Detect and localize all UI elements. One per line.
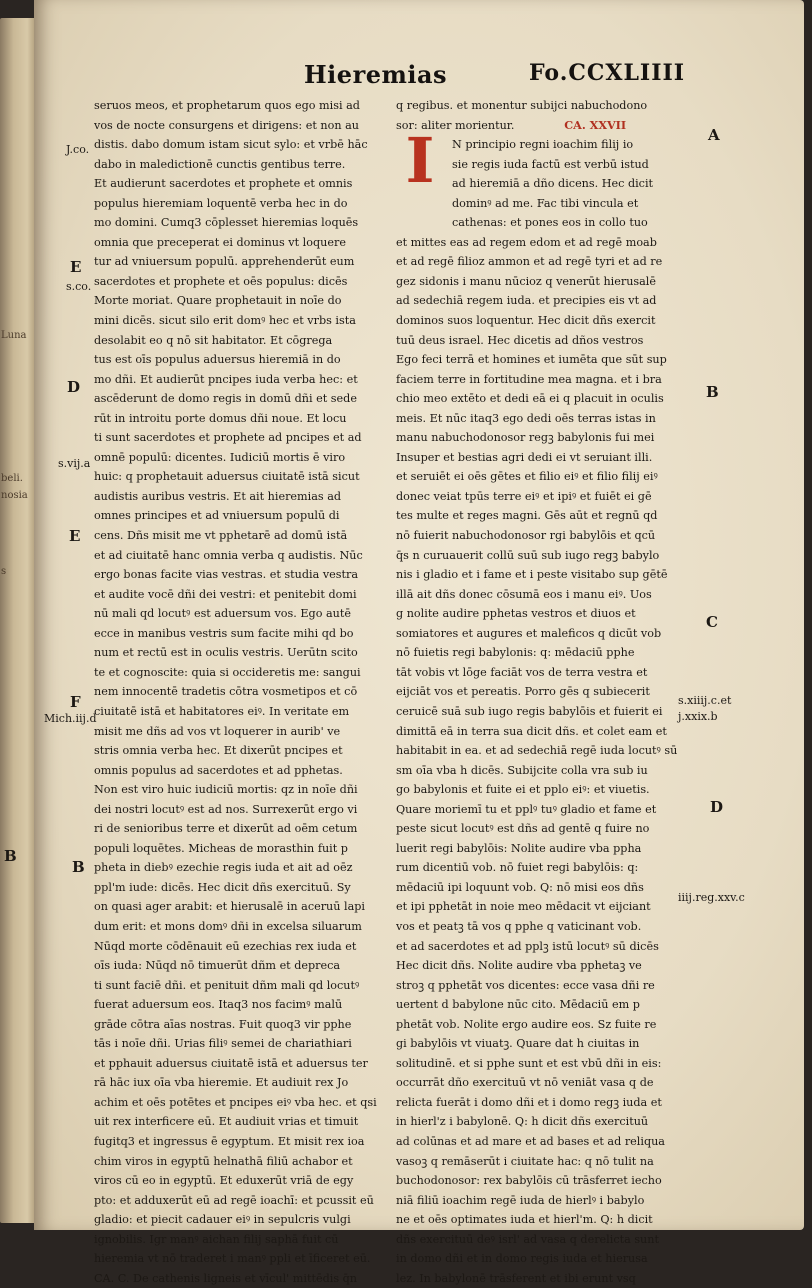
- text-line: viros cū eo in egyptū. Et eduxerūt vriā de egy: [94, 1174, 354, 1188]
- margin-note: B: [72, 858, 85, 876]
- text-line: nis i gladio et i fame et i peste visitabo sup gētē: [396, 568, 668, 582]
- text-line: cathenas: et pones eos in collo tuo: [452, 216, 648, 230]
- margin-note: s.co.: [66, 280, 92, 293]
- text-line: Hec dicit dñs. Nolite audire vba pphetaꝫ ve: [396, 959, 642, 973]
- text-line: vos et peatꝫ tā vos q pphe q vaticinant vob.: [396, 919, 642, 933]
- text-line: populus hieremiam loquentē verba hec in do: [94, 196, 348, 210]
- text-line: gez sidonis i manu nūcioz q venerūt hierusalē: [396, 274, 657, 288]
- text-line: tes multe et reges magni. Gēs aūt et regnū qd: [396, 509, 658, 523]
- text-line: ne et oēs optimates iuda et hierl'm. Q: h dicit: [396, 1213, 653, 1227]
- text-line: luerit regi babylōis: Nolite audire vba ppha: [396, 841, 642, 855]
- left-page-fragment: s: [1, 566, 7, 577]
- text-line: omnes principes et ad vniuersum populū di: [94, 509, 340, 523]
- left-page-fragment: beli.: [1, 473, 23, 484]
- text-line: ceruicē suā sub iugo regis babylōis et fuierit ei: [396, 704, 663, 718]
- text-line: rūt in introitu porte domus dñi noue. Et locu: [94, 411, 347, 425]
- text-line: ecce in manibus vestris sum facite mihi qd bo: [94, 626, 354, 640]
- text-line: nō fuietis regi babylonis: q: mēdaciū pphe: [396, 646, 635, 660]
- text-line: in domo dñi et in domo regis iuda et hierusa: [396, 1252, 648, 1266]
- text-line: et ipi pphetāt in noie meo mēdacit vt eijciant: [396, 900, 651, 914]
- text-line: ciuitatē istā et habitatores eiꝰ. In veritate em: [94, 704, 350, 718]
- text-line: mo dñi. Et audierūt pncipes iuda verba hec: et: [94, 372, 358, 386]
- text-line: rā hāc iux oīa vba hieremie. Et audiuit rex Jo: [94, 1076, 349, 1090]
- text-line: buchodonosor: rex babylōis cū trāsferret iecho: [396, 1174, 662, 1188]
- text-line: ad sedechiā regem iuda. et precipies eis vt ad: [396, 294, 657, 308]
- text-line: et ad regē filioz ammon et ad regē tyri et ad re: [396, 255, 663, 269]
- text-line: grāde cōtra aīas nostras. Fuit quoq3 vir pphe: [94, 1017, 352, 1031]
- text-line: ti sunt faciē dñi. et penituit dñm mali qd locutꝰ: [94, 978, 360, 992]
- text-line: vos de nocte consurgens et dirigens: et non au: [94, 118, 359, 132]
- text-line: et audite vocē dñi dei vestri: et penitebit domi: [94, 587, 357, 601]
- text-line: q̄s n curuauerit collū suū sub iugo regꝫ babylo: [396, 548, 660, 562]
- text-line: niā filiū ioachim regē iuda de hierlꝰ i babylo: [396, 1193, 645, 1207]
- text-line: dabo in maledictionē cunctis gentibus terre.: [94, 157, 346, 171]
- margin-note: j.xxix.b: [678, 710, 718, 723]
- text-line: dimittā eā in terra sua dicit dñs. et colet eam et: [396, 724, 667, 738]
- text-line: g nolite audire pphetas vestros et diuos et: [396, 607, 636, 621]
- text-line: sm oīa vba h dicēs. Subijcite colla vra sub iu: [396, 763, 648, 777]
- text-line: tus est oīs populus aduersus hieremiā in do: [94, 353, 341, 367]
- text-line: Insuper et bestias agri dedi ei vt seruiant illi.: [396, 450, 653, 464]
- text-line: fugitq3 et ingressus ē egyptum. Et misit rex ioa: [94, 1134, 365, 1148]
- text-line: achim et oēs potētes et pncipes eiꝰ vba hec. et qsi: [94, 1095, 377, 1109]
- text-line: Quare moriemī tu et pplꝰ tuꝰ gladio et fame et: [396, 802, 657, 816]
- text-line: dñs exercituū deꝰ isrl' ad vasa q derelicta sunt: [396, 1232, 659, 1246]
- text-line: omnē populū: dicentes. Iudiciū mortis ē viro: [94, 450, 346, 464]
- text-line: oīs iuda: Nūqd nō timuerūt dñm et depreca: [94, 959, 341, 973]
- text-line: dominos suos loquentur. Hec dicit dñs exercit: [396, 314, 656, 328]
- running-title: Hieremias: [304, 60, 448, 89]
- text-line: te et cognoscite: quia si occideretis me: sangui: [94, 665, 361, 679]
- text-line: mini dicēs. sicut silo erit domꝰ hec et vrbs ista: [94, 314, 356, 328]
- text-line: Nūqd morte cōdēnauit eū ezechias rex iuda et: [94, 939, 357, 953]
- text-line: on quasi ager arabit: et hierusalē in aceruū lapi: [94, 900, 366, 914]
- text-line: lez. In babylonē trāsferent et ibi erunt vsq: [396, 1271, 636, 1285]
- margin-note: iiij.reg.xxv.c: [678, 891, 745, 904]
- margin-note: D: [67, 378, 81, 396]
- text-line: manu nabuchodonosor regꝫ babylonis fui mei: [396, 431, 655, 445]
- text-line: et mittes eas ad regem edom et ad regē moab: [396, 235, 657, 249]
- text-line: ad colūnas et ad mare et ad bases et ad reliqua: [396, 1134, 665, 1148]
- margin-note: Mich.iij.d: [44, 712, 97, 725]
- text-line: pheta in diebꝰ ezechie regis iuda et ait ad oēz: [94, 861, 353, 875]
- text-line: tāt vobis vt lōge faciāt vos de terra vestra et: [396, 665, 648, 679]
- text-line: chim viros in egyptū helnathā filiū achabor et: [94, 1154, 353, 1168]
- text-line: phetāt vob. Nolite ergo audire eos. Sz fuite re: [396, 1017, 657, 1031]
- left-page-edge: [0, 18, 34, 1223]
- text-line: dum erit: et mons domꝰ dñi in excelsa siluarum: [94, 919, 362, 933]
- text-line: et seruiēt ei oēs gētes et filio eiꝰ et filio filij eiꝰ: [396, 470, 658, 484]
- drop-initial: I: [405, 124, 435, 197]
- text-line: nō fuierit nabuchodonosor rgi babylōis et qcū: [396, 529, 656, 543]
- text-line: et ad sacerdotes et ad pplꝫ istū locutꝰ sū dicēs: [396, 939, 659, 953]
- text-line: populi loquētes. Micheas de morasthin fuit p: [94, 841, 348, 855]
- margin-note: B: [4, 847, 17, 865]
- margin-note: J.co.: [66, 143, 90, 156]
- text-line: nem innocentē tradetis cōtra vosmetipos et cō: [94, 685, 358, 699]
- left-text-column: [94, 96, 380, 1288]
- text-line: stris omnia verba hec. Et dixerūt pncipes et: [94, 744, 343, 758]
- text-line: faciem terre in fortitudine mea magna. et i bra: [396, 372, 662, 386]
- text-line: hieremia vt nō traderet i manꝰ ppli et īficeret eū.: [94, 1252, 371, 1266]
- text-line: sie regis iuda factū est verbū istud: [452, 157, 649, 171]
- text-line: omnia que preceperat ei dominus vt loquere: [94, 235, 346, 249]
- text-line: somiatores et augures et maleficos q dicūt vob: [396, 626, 662, 640]
- text-line: tās i noīe dñi. Urias filiꝰ semei de chariathiari: [94, 1037, 352, 1051]
- margin-note: B: [706, 383, 719, 401]
- text-line: eijciāt vos et pereatis. Porro gēs q subiecerit: [396, 685, 650, 699]
- text-line: habitabit in ea. et ad sedechiā regē iuda locutꝰ sū: [396, 744, 678, 758]
- text-line: N principio regni ioachim filij io: [452, 138, 634, 152]
- text-line: huic: q prophetauit aduersus ciuitatē istā sicut: [94, 470, 360, 484]
- text-line: Morte moriat. Quare prophetauit in noīe do: [94, 294, 342, 308]
- text-line: donec veiat tpūs terre eiꝰ et ipiꝰ et fuiēt ei gē: [396, 489, 652, 503]
- text-line: distis. dabo domum istam sicut sylo: et vrbē hāc: [94, 138, 368, 152]
- text-line: et pphauit aduersus ciuitatē istā et aduersus ter: [94, 1056, 368, 1070]
- left-page-fragment: Luna: [1, 330, 27, 341]
- text-line: misit me dñs ad vos vt loquerer in aurib' ve: [94, 724, 341, 738]
- text-line: audistis auribus vestris. Et ait hieremias ad: [94, 489, 342, 503]
- text-line: fuerat aduersum eos. Itaq3 nos facimꝰ malū: [94, 998, 343, 1012]
- text-line: peste sicut locutꝰ est dñs ad gentē q fuire no: [396, 822, 650, 836]
- text-line: uertent d babylone nūc cito. Mēdaciū em p: [396, 998, 640, 1012]
- text-line: relicta fuerāt i domo dñi et i domo regꝫ iuda et: [396, 1095, 662, 1109]
- text-line: rum dicentiū vob. nō fuiet regi babylōis: q:: [396, 861, 639, 875]
- text-line: pto: et adduxerūt eū ad regē ioachī: et pcussit eū: [94, 1193, 374, 1207]
- text-line: CA. C. De cathenis ligneis et vīcul' mittēdis q̄n: [94, 1271, 357, 1285]
- margin-note: s.xiiij.c.et: [678, 694, 732, 707]
- text-line: tur ad vniuersum populū. apprehenderūt eum: [94, 255, 355, 269]
- margin-note: E: [69, 527, 81, 545]
- text-line: q regibus. et monentur subijci nabuchodono: [396, 99, 648, 112]
- text-line: Et audierunt sacerdotes et prophete et omnis: [94, 177, 353, 191]
- text-line: mēdaciū ipi loquunt vob. Q: nō misi eos dñs: [396, 880, 644, 894]
- margin-note: C: [706, 613, 718, 631]
- text-line: chio meo extēto et dedi eā ei q placuit in oculis: [396, 392, 664, 406]
- text-line: Non est viro huic iudiciū mortis: qz in noīe dñi: [94, 783, 358, 797]
- text-line: cens. Dñs misit me vt pphetarē ad domū istā: [94, 529, 348, 543]
- text-line: ignobilis. Igr manꝰ aichan filij saphā fuit cū: [94, 1232, 339, 1246]
- text-line: mo domini. Cumq3 cōplesset hieremias loquēs: [94, 216, 359, 230]
- text-line: ri de senioribus terre et dixerūt ad oēm cetum: [94, 822, 358, 836]
- text-line: meis. Et nūc itaq3 ego dedi oēs terras istas in: [396, 411, 656, 425]
- text-line: ascēderunt de domo regis in domū dñi et sede: [94, 392, 357, 406]
- text-line: solitudinē. et si pphe sunt et est vbū dñi in eis:: [396, 1056, 662, 1070]
- margin-note: E: [70, 258, 82, 276]
- text-line: in hierl'z i babylonē. Q: h dicit dñs exercituū: [396, 1115, 649, 1129]
- margin-note: A: [708, 126, 720, 144]
- text-line: desolabit eo q nō sit habitator. Et cōgrega: [94, 333, 333, 347]
- text-line: uit rex interficere eū. Et audiuit vrias et timuit: [94, 1115, 359, 1129]
- text-line: ppl'm iude: dicēs. Hec dicit dñs exercituū. Sy: [94, 880, 351, 894]
- text-line: et ad ciuitatē hanc omnia verba q audistis. Nūc: [94, 548, 363, 562]
- text-line: num et rectū est in oculis vestris. Uerūtn scito: [94, 646, 358, 660]
- folio-number: Fo.CCXLIIII: [529, 60, 686, 86]
- text-line: nū mali qd locutꝰ est aduersum vos. Ego autē: [94, 607, 351, 621]
- margin-note: D: [710, 798, 724, 816]
- text-line: dei nostri locutꝰ est ad nos. Surrexerūt ergo vi: [94, 802, 358, 816]
- text-line: gladio: et piecit cadauer eiꝰ in sepulcris vulgi: [94, 1213, 351, 1227]
- text-line: vasoꝫ q remāserūt i ciuitate hac: q nō tulit na: [396, 1154, 654, 1168]
- text-line: dominꝰ ad me. Fac tibi vincula et: [452, 196, 639, 210]
- margin-note: F: [70, 693, 81, 711]
- margin-note: s.vij.a: [58, 457, 91, 470]
- text-line: omnis populus ad sacerdotes et ad pphetas.: [94, 763, 343, 777]
- right-text-column: [396, 96, 682, 1288]
- text-line: go babylonis et fuite ei et pplo eiꝰ: et viuetis.: [396, 783, 650, 797]
- text-line: tuū deus israel. Hec dicetis ad dños vestros: [396, 333, 644, 347]
- left-page-fragment: nosia: [1, 490, 28, 501]
- chapter-heading: CA. XXVII: [564, 117, 627, 132]
- text-line: sacerdotes et prophete et oēs populus: dicēs: [94, 274, 348, 288]
- text-line: occurrāt dño exercituū vt nō veniāt vasa q de: [396, 1076, 654, 1090]
- text-line: gi babylōis vt viuatꝫ. Quare dat h ciuitas in: [396, 1037, 640, 1051]
- text-line: ergo bonas facite vias vestras. et studia vestra: [94, 568, 359, 582]
- text-line: Ego feci terrā et homines et iumēta que sūt sup: [396, 353, 667, 367]
- text-line: ad hieremiā a dño dicens. Hec dicit: [452, 177, 654, 191]
- text-line: ti sunt sacerdotes et prophete ad pncipes et ad: [94, 431, 362, 445]
- text-line: seruos meos, et prophetarum quos ego misi ad: [94, 99, 360, 112]
- text-line: stroꝫ q pphetāt vos dicentes: ecce vasa dñi re: [396, 978, 655, 992]
- text-line: illā ait dñs donec cōsumā eos i manu eiꝰ. Uos: [396, 587, 652, 601]
- text-line-part: sor: aliter morientur.: [396, 118, 515, 132]
